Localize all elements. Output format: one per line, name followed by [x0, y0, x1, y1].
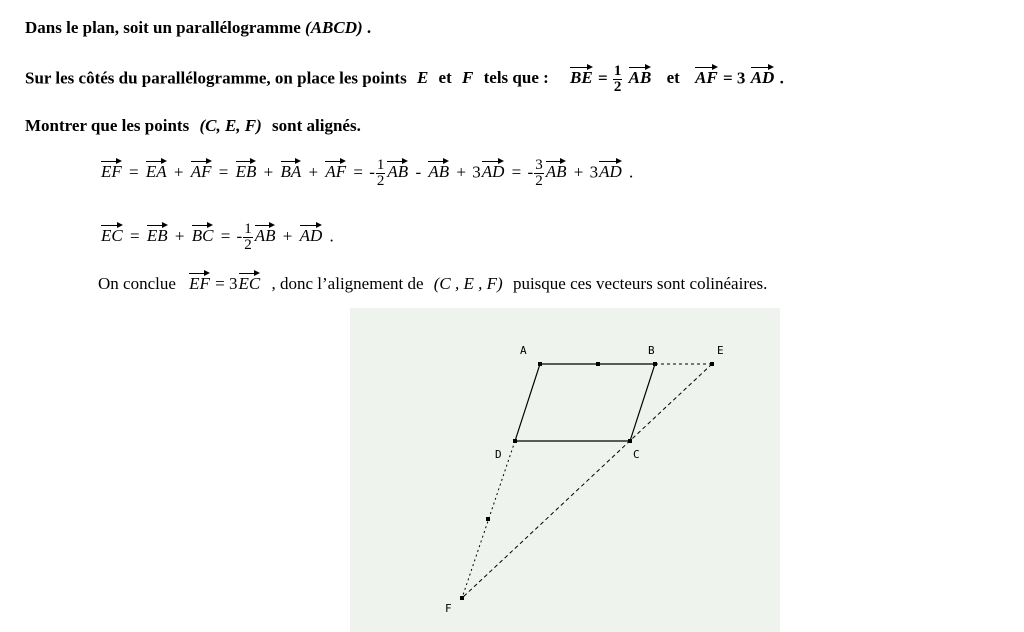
equals-sign: =: [129, 226, 140, 246]
midpoint-ab-marker: [596, 362, 600, 366]
point-f-marker: [460, 596, 464, 600]
vector-af: AF: [325, 162, 347, 182]
vector-ef: EF: [101, 162, 122, 182]
vector-ea: EA: [145, 162, 167, 182]
points-cef: (C , E , F): [433, 274, 503, 293]
minus-sign: -: [527, 162, 534, 182]
coefficient: 3: [589, 162, 599, 182]
vector-ab: AB: [387, 162, 409, 182]
line-ef: [462, 364, 712, 598]
vector-ad: AD: [750, 68, 775, 88]
statement-text: sont alignés.: [272, 116, 361, 135]
plus-sign: +: [282, 226, 293, 246]
equals-sign: =: [597, 68, 608, 88]
coefficient: 3: [472, 162, 481, 182]
period: .: [329, 226, 334, 246]
point-mid-df-marker: [486, 517, 490, 521]
plus-sign: +: [174, 226, 185, 246]
conjunction: et: [666, 68, 680, 88]
label-a: A: [520, 344, 527, 357]
equals-sign: =: [353, 162, 363, 182]
conclusion-text: puisque ces vecteurs sont colinéaires.: [512, 274, 768, 293]
statement-text: Dans le plan, soit un parallélogramme: [25, 18, 301, 37]
vector-ab: AB: [428, 162, 450, 182]
parallelogram-name: (ABCD): [305, 18, 363, 37]
minus-sign: -: [415, 162, 422, 182]
label-c: C: [633, 448, 640, 461]
vector-ec: EC: [238, 274, 261, 293]
point-a-marker: [538, 362, 542, 366]
point-e-marker: [710, 362, 714, 366]
fraction-three-halves: $\frac{3}{2}$: [535, 157, 543, 189]
equals-three: = 3: [215, 274, 238, 293]
point-b-marker: [653, 362, 657, 366]
solution-line-1: [100, 158, 633, 189]
fraction-half: $\frac{1}{2}$: [244, 221, 252, 253]
vector-eb: EB: [235, 162, 257, 182]
label-d: D: [495, 448, 502, 461]
geometry-figure: [350, 308, 780, 632]
plus-sign: +: [573, 162, 584, 182]
statement-line-2: [25, 64, 784, 95]
vector-ad: AD: [599, 162, 622, 182]
conclusion-text: , donc l’alignement de: [271, 274, 424, 293]
vector-af: AF: [695, 68, 718, 88]
minus-sign: -: [369, 162, 375, 182]
fraction-half: $\frac{1}{2}$: [613, 63, 622, 95]
vector-ad: AD: [481, 162, 505, 182]
equals-three: = 3: [723, 68, 746, 88]
point-f: F: [462, 68, 474, 88]
label-e: E: [717, 344, 724, 357]
equals-sign: =: [220, 226, 231, 246]
point-e: E: [416, 68, 429, 88]
conclusion-text: On conclue: [98, 274, 176, 293]
minus-sign: -: [236, 226, 243, 246]
vector-bc: BC: [191, 226, 214, 246]
plus-sign: +: [173, 162, 184, 182]
vector-ab: AB: [628, 68, 652, 88]
label-b: B: [648, 344, 655, 357]
equals-sign: =: [511, 162, 522, 182]
vector-ad: AD: [299, 226, 323, 246]
vector-ef: EF: [189, 274, 210, 293]
statement-text: tels que :: [483, 68, 549, 88]
vector-ec: EC: [101, 226, 123, 246]
vector-eb: EB: [146, 226, 168, 246]
conclusion-line: [98, 274, 767, 294]
point-d-marker: [513, 439, 517, 443]
fraction-half: $\frac{1}{2}$: [376, 157, 385, 189]
conjunction: et: [438, 68, 452, 88]
label-f: F: [445, 602, 452, 615]
plus-sign: +: [308, 162, 319, 182]
plus-sign: +: [263, 162, 274, 182]
vector-ba: BA: [280, 162, 302, 182]
equals-sign: =: [129, 162, 139, 182]
points-cef: (C, E, F): [199, 116, 262, 135]
point-c-marker: [628, 439, 632, 443]
plus-sign: +: [456, 162, 466, 182]
statement-text: Montrer que les points: [25, 116, 190, 135]
vector-af: AF: [190, 162, 212, 182]
vector-ab: AB: [545, 162, 567, 182]
period: .: [366, 18, 372, 37]
vector-ab: AB: [254, 226, 276, 246]
statement-text: Sur les côtés du parallélogramme, on place les points: [25, 68, 407, 88]
segment-da: [515, 364, 540, 441]
period: .: [628, 162, 634, 182]
parallelogram-diagram: [350, 308, 780, 632]
segment-bc: [630, 364, 655, 441]
statement-line-1: [25, 18, 371, 38]
statement-line-3: [25, 116, 361, 136]
equals-sign: =: [218, 162, 229, 182]
vector-be: BE: [570, 68, 593, 88]
solution-line-2: [100, 222, 334, 253]
period: .: [779, 68, 784, 88]
